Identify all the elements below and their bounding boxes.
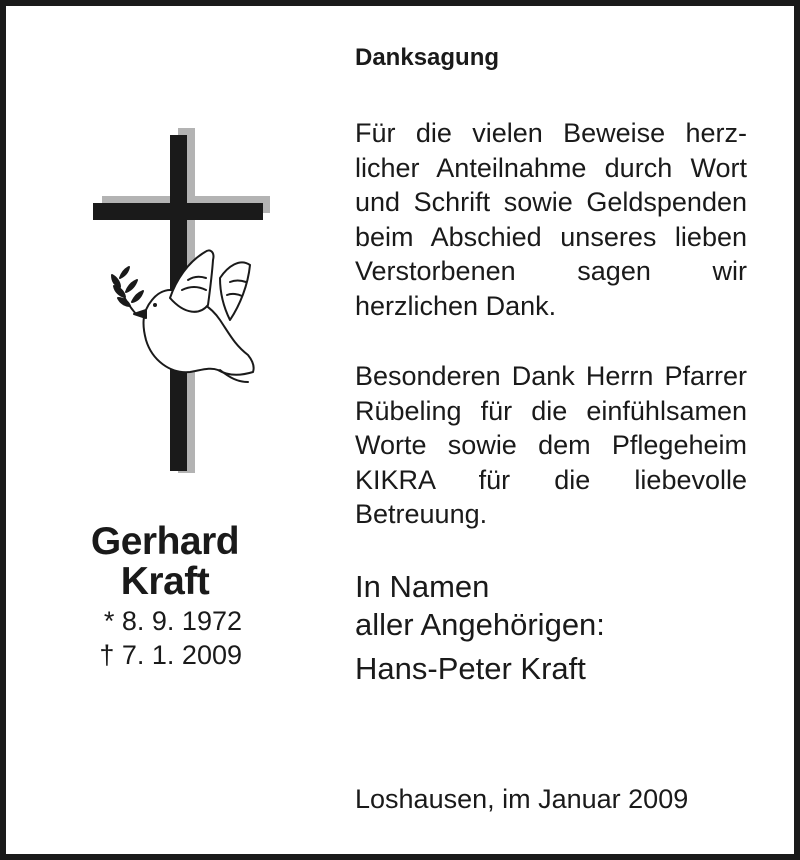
death-date: † 7. 1. 2009 xyxy=(99,640,242,670)
deceased-last-name: Kraft xyxy=(120,560,210,603)
cross-horizontal xyxy=(93,203,263,220)
deceased-name-block xyxy=(60,522,270,672)
thanks-paragraph-2: Besonderen Dank Herrn Pfarrer Rübeling für die einfühlsamen Worte sowie dem Pflegeheim KIKRA für die liebevolle Betreuung. xyxy=(355,361,747,529)
thanks-paragraph-1: Für die vielen Beweise herzlicher Anteilnahme durch Wort und Schrift sowie Geldspenden beim Abschied unseres lieben Verstorbenen sagen wir herzlichen Dank. xyxy=(355,118,747,321)
closing-line-1: In Namen xyxy=(355,568,490,604)
signature: Hans-Peter Kraft xyxy=(355,650,586,686)
thanks-column xyxy=(355,40,747,688)
closing-line-2: aller Angehörigen: xyxy=(355,606,605,642)
place-and-date: Loshausen, im Januar 2009 xyxy=(355,784,689,814)
cross-with-dove-icon xyxy=(70,120,270,480)
notice-heading: Danksagung xyxy=(355,44,500,71)
deceased-first-name: Gerhard xyxy=(90,520,240,563)
memorial-column xyxy=(60,120,280,720)
birth-date: * 8. 9. 1972 xyxy=(103,606,242,636)
